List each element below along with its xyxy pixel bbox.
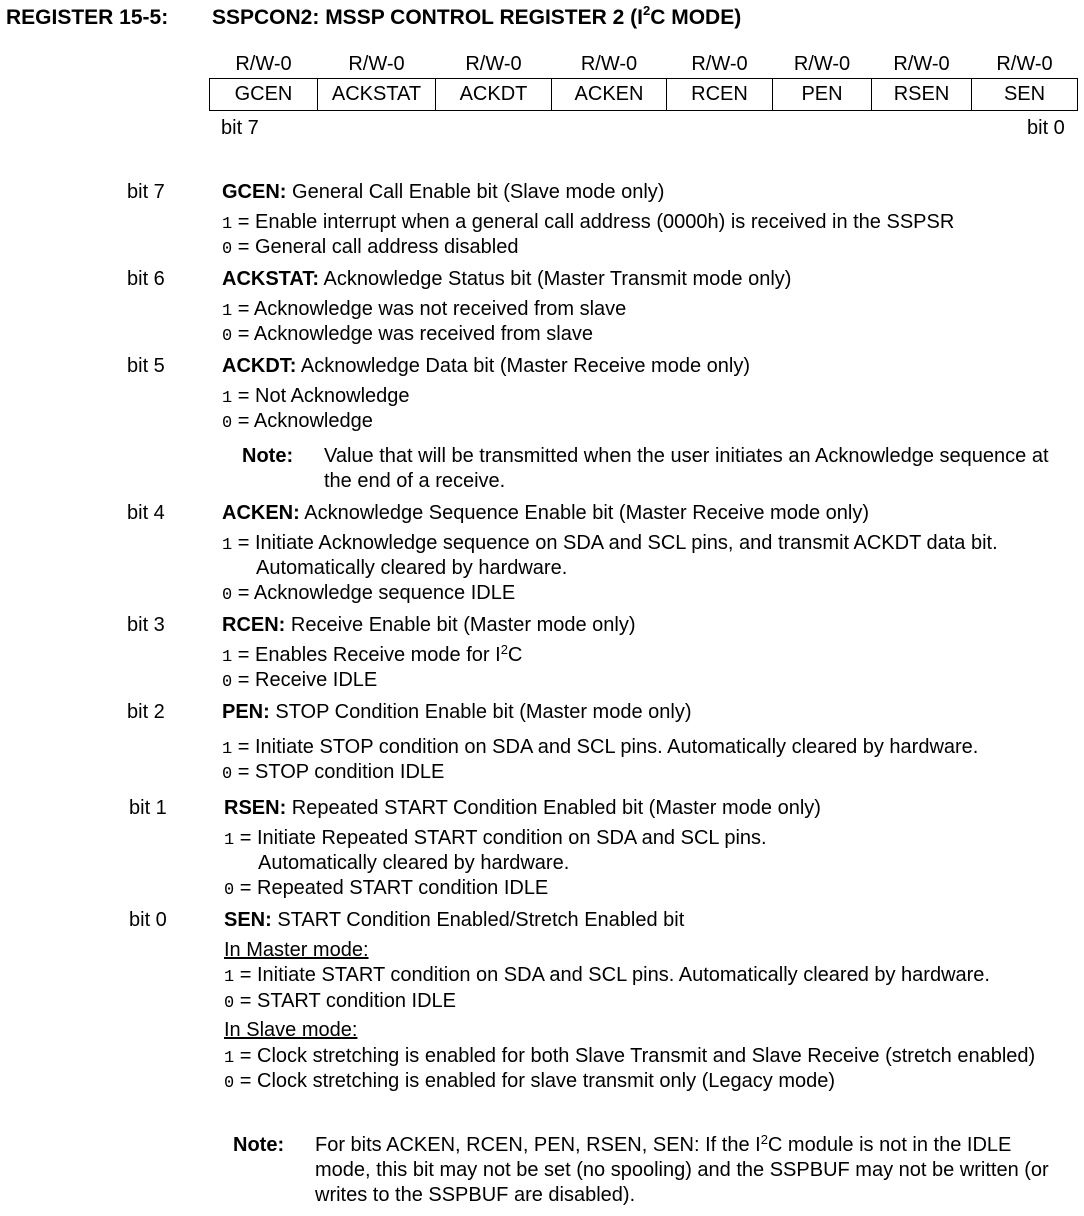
footer-note-line1-pre: For bits ACKEN, RCEN, PEN, RSEN, SEN: If the I bbox=[315, 1134, 761, 1156]
bit5-label: bit 5 bbox=[127, 355, 165, 377]
bit3-t0: = Receive IDLE bbox=[232, 669, 378, 691]
bit2-desc: STOP Condition Enable bit (Master mode only) bbox=[269, 701, 692, 723]
bit0-desc: START Condition Enabled/Stretch Enabled bit bbox=[271, 909, 685, 931]
bit0-master-value0 bbox=[224, 990, 456, 1013]
bit2-value0 bbox=[222, 761, 444, 784]
bit6-label: bit 6 bbox=[127, 268, 165, 290]
footer-note-line2: mode, this bit may not be set (no spooling) and the SSPBUF may not be written (or bbox=[315, 1159, 1049, 1181]
bit3-heading bbox=[222, 614, 636, 637]
bit1-t0: = Repeated START condition IDLE bbox=[234, 877, 549, 899]
register-title-sup: 2 bbox=[642, 3, 651, 18]
bit5-value1 bbox=[222, 385, 410, 408]
bit6-v1: 1 bbox=[222, 302, 233, 321]
bit0-master-value1 bbox=[224, 964, 990, 987]
bit1-heading bbox=[224, 797, 821, 820]
bit2-value1 bbox=[222, 736, 978, 759]
bit6-t0: = Acknowledge was received from slave bbox=[232, 323, 593, 345]
bit-name-cell: PEN bbox=[773, 79, 872, 111]
bit5-v0: 0 bbox=[222, 414, 233, 433]
footer-note-line3: writes to the SSPBUF are disabled). bbox=[315, 1184, 636, 1206]
bit1-desc: Repeated START Condition Enabled bit (Master mode only) bbox=[286, 797, 821, 819]
lsb-label: bit 0 bbox=[1027, 117, 1065, 139]
bit2-v1: 1 bbox=[222, 740, 233, 759]
bit-name-cell: RCEN bbox=[667, 79, 773, 111]
bit0-m-v0: 0 bbox=[224, 994, 235, 1013]
bit4-v1: 1 bbox=[222, 536, 233, 555]
bit4-name: ACKEN: bbox=[222, 502, 300, 524]
bit2-name: PEN: bbox=[222, 701, 270, 723]
bit0-m-t1: = Initiate START condition on SDA and SCL pins. Automatically cleared by hardware. bbox=[234, 964, 990, 986]
bit5-heading bbox=[222, 355, 750, 378]
bit5-name: ACKDT: bbox=[222, 355, 297, 377]
bit5-value0 bbox=[222, 410, 373, 433]
bit6-desc: Acknowledge Status bit (Master Transmit mode only) bbox=[319, 268, 792, 290]
bit4-value1 bbox=[222, 532, 998, 555]
bit2-heading bbox=[222, 701, 692, 724]
bit1-name: RSEN: bbox=[224, 797, 287, 819]
bit2-v0: 0 bbox=[222, 765, 233, 784]
bit1-value0 bbox=[224, 877, 548, 900]
bit-name-cell: ACKDT bbox=[436, 79, 552, 111]
bit5-note-label: Note: bbox=[242, 445, 294, 467]
bit3-t1-sup: 2 bbox=[500, 642, 508, 657]
bit5-t0: = Acknowledge bbox=[232, 410, 373, 432]
bit0-slave-value1 bbox=[224, 1045, 1035, 1068]
bit1-t1: = Initiate Repeated START condition on SDA and SCL pins. bbox=[234, 827, 767, 849]
bit7-label: bit 7 bbox=[127, 181, 165, 203]
bit3-v0: 0 bbox=[222, 673, 233, 692]
bit3-v1: 1 bbox=[222, 648, 233, 667]
bit6-name: ACKSTAT: bbox=[222, 268, 320, 290]
bit6-v0: 0 bbox=[222, 327, 233, 346]
bit5-note-line1: Value that will be transmitted when the user initiates an Acknowledge sequence at bbox=[324, 445, 1049, 467]
footer-note-label: Note: bbox=[233, 1134, 285, 1156]
bit0-m-v1: 1 bbox=[224, 968, 235, 987]
bit4-t0: = Acknowledge sequence IDLE bbox=[232, 582, 516, 604]
bit6-value0 bbox=[222, 323, 593, 346]
bit-name-row bbox=[210, 79, 1078, 111]
bit7-name: GCEN: bbox=[222, 181, 287, 203]
bit0-m-t0: = START condition IDLE bbox=[234, 990, 456, 1012]
access-cell: R/W-0 bbox=[996, 52, 1053, 75]
bit4-value1-cont: Automatically cleared by hardware. bbox=[256, 557, 568, 579]
access-cell: R/W-0 bbox=[691, 52, 748, 75]
bit3-value1 bbox=[222, 644, 522, 667]
bit2-t0: = STOP condition IDLE bbox=[232, 761, 445, 783]
bit0-s-v1: 1 bbox=[224, 1049, 235, 1068]
bit0-slave-heading: In Slave mode: bbox=[224, 1019, 358, 1041]
bit-name-cell: RSEN bbox=[872, 79, 972, 111]
access-cell: R/W-0 bbox=[235, 52, 292, 75]
bit1-v1: 1 bbox=[224, 831, 235, 850]
bit7-value1 bbox=[222, 211, 954, 234]
bit0-slave-value0 bbox=[224, 1070, 835, 1093]
register-bit-table bbox=[209, 50, 1078, 111]
bit7-t1: = Enable interrupt when a general call address (0000h) is received in the SSPSR bbox=[232, 211, 955, 233]
bit1-value1 bbox=[224, 827, 767, 850]
bit7-v1: 1 bbox=[222, 215, 233, 234]
bit3-t1-post: C bbox=[507, 644, 523, 666]
bit5-t1: = Not Acknowledge bbox=[232, 385, 410, 407]
bit6-value1 bbox=[222, 298, 626, 321]
bit2-label: bit 2 bbox=[127, 701, 165, 723]
bit2-t1: = Initiate STOP condition on SDA and SCL pins. Automatically cleared by hardware. bbox=[232, 736, 979, 758]
bit3-name: RCEN: bbox=[222, 614, 286, 636]
bit0-label: bit 0 bbox=[129, 909, 167, 931]
bit-name-cell: ACKSTAT bbox=[318, 79, 436, 111]
bit-name-cell: GCEN bbox=[210, 79, 318, 111]
bit6-heading bbox=[222, 268, 791, 291]
bit5-desc: Acknowledge Data bit (Master Receive mode only) bbox=[296, 355, 750, 377]
bit0-master-heading: In Master mode: bbox=[224, 939, 369, 961]
access-cell: R/W-0 bbox=[893, 52, 950, 75]
access-cell: R/W-0 bbox=[580, 52, 638, 75]
bit4-heading bbox=[222, 502, 869, 525]
bit3-label: bit 3 bbox=[127, 614, 165, 636]
bit0-s-t1: = Clock stretching is enabled for both Slave Transmit and Slave Receive (stretch enabled) bbox=[234, 1045, 1036, 1067]
register-id: REGISTER 15-5: bbox=[6, 6, 169, 29]
bit0-heading bbox=[224, 909, 684, 932]
bit7-desc: General Call Enable bit (Slave mode only) bbox=[286, 181, 665, 203]
bit4-t1: = Initiate Acknowledge sequence on SDA and SCL pins, and transmit ACKDT data bit. bbox=[232, 532, 998, 554]
footer-note-line1 bbox=[315, 1134, 1011, 1157]
register-title-pre: SSPCON2: MSSP CONTROL REGISTER 2 (I bbox=[212, 6, 643, 29]
access-cell: R/W-0 bbox=[348, 52, 405, 75]
bit1-label: bit 1 bbox=[129, 797, 167, 819]
bit1-value1-cont: Automatically cleared by hardware. bbox=[258, 852, 570, 874]
bit7-heading bbox=[222, 181, 664, 204]
bit4-value0 bbox=[222, 582, 515, 605]
bit3-t1: = Enables Receive mode for I bbox=[232, 644, 501, 666]
bit7-v0: 0 bbox=[222, 240, 233, 259]
access-cell: R/W-0 bbox=[793, 52, 851, 75]
bit-name-cell: SEN bbox=[972, 79, 1078, 111]
register-title bbox=[212, 3, 742, 30]
register-title-post: C MODE) bbox=[650, 6, 742, 29]
bit0-s-t0: = Clock stretching is enabled for slave transmit only (Legacy mode) bbox=[234, 1070, 836, 1092]
bit7-value0 bbox=[222, 236, 518, 259]
footer-note-sup: 2 bbox=[760, 1132, 768, 1147]
footer-note-line1-post: C module is not in the IDLE bbox=[767, 1134, 1012, 1156]
bit6-t1: = Acknowledge was not received from slave bbox=[232, 298, 627, 320]
bit0-s-v0: 0 bbox=[224, 1074, 235, 1093]
bit5-note-line2: the end of a receive. bbox=[324, 470, 506, 492]
access-cell: R/W-0 bbox=[465, 52, 522, 75]
bit3-value0 bbox=[222, 669, 377, 692]
bit5-v1: 1 bbox=[222, 389, 233, 408]
bit4-desc: Acknowledge Sequence Enable bit (Master Receive mode only) bbox=[299, 502, 869, 524]
bit7-t0: = General call address disabled bbox=[232, 236, 519, 258]
bit-name-cell: ACKEN bbox=[552, 79, 667, 111]
access-row bbox=[210, 50, 1078, 79]
bit0-name: SEN: bbox=[224, 909, 272, 931]
bit3-desc: Receive Enable bit (Master mode only) bbox=[285, 614, 636, 636]
bit1-v0: 0 bbox=[224, 881, 235, 900]
bit4-v0: 0 bbox=[222, 586, 233, 605]
bit4-label: bit 4 bbox=[127, 502, 165, 524]
msb-label: bit 7 bbox=[221, 117, 259, 139]
